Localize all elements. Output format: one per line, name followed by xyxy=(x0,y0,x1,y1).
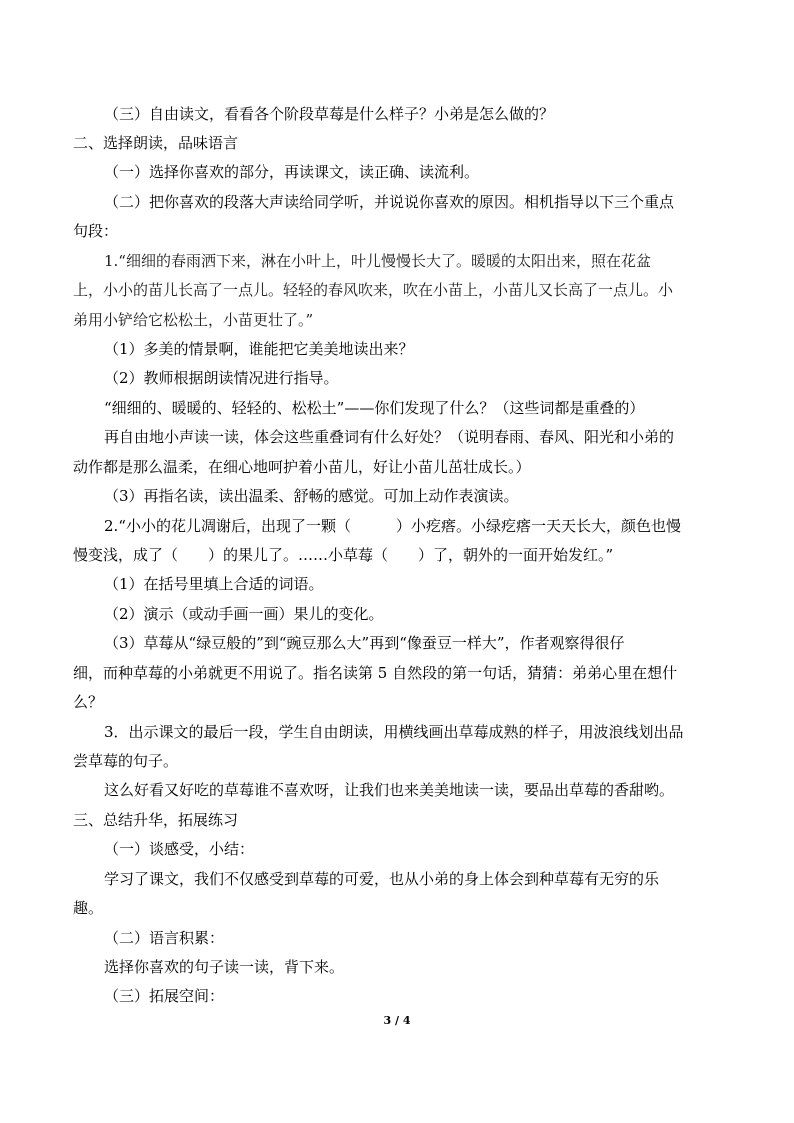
paragraph-line: （二）把你喜欢的段落大声读给同学听，并说说你喜欢的原因。相机指导以下三个重点 xyxy=(104,193,675,211)
paragraph-line: （2）演示（或动手画一画）果儿的变化。 xyxy=(104,605,384,623)
paragraph-line: （三）自由读文，看看各个阶段草莓是什么样子？小弟是怎么做的？ xyxy=(104,105,555,123)
paragraph-line: （2）教师根据朗读情况进行指导。 xyxy=(104,369,339,387)
paragraph-line: “细细的、暖暖的、轻轻的、松松土”——你们发现了什么？（这些词都是重叠的） xyxy=(104,399,645,417)
quote-line: 上，小小的苗儿长高了一点儿。轻轻的春风吹来，吹在小苗上，小苗儿又长高了一点儿。小 xyxy=(73,281,674,299)
paragraph-line: 趣。 xyxy=(73,899,104,917)
paragraph-line: 尝草莓的句子。 xyxy=(73,752,179,770)
paragraph-line: 2.“小小的花儿凋谢后，出现了一颗（ ）小疙瘩。小绿疙瘩一天天长大，颜色也慢 xyxy=(104,517,681,535)
page-number: 3 / 4 xyxy=(383,1014,411,1027)
paragraph-line: （1）在括号里填上合适的词语。 xyxy=(104,575,324,593)
paragraph-line: （3）再指名读，读出温柔、舒畅的感觉。可加上动作表演读。 xyxy=(104,487,519,505)
paragraph-line: 再自由地小声读一读，体会这些重叠词有什么好处？（说明春雨、春风、阳光和小弟的 xyxy=(104,428,675,446)
paragraph-line: （三）拓展空间： xyxy=(104,987,225,1005)
paragraph-line: 3．出示课文的最后一段，学生自由朗读，用横线画出草莓成熟的样子，用波浪线划出品 xyxy=(104,723,684,741)
paragraph-line: 选择你喜欢的句子读一读，背下来。 xyxy=(104,958,345,976)
paragraph-line: （1）多美的情景啊，谁能把它美美地读出来？ xyxy=(104,340,414,358)
paragraph-line: 句段： xyxy=(73,222,119,240)
paragraph-line: 这么好看又好吃的草莓谁不喜欢呀，让我们也来美美地读一读，要品出草莓的香甜哟。 xyxy=(104,781,675,799)
paragraph-line: 么？ xyxy=(73,693,104,711)
paragraph-line: （一）谈感受，小结： xyxy=(104,840,255,858)
paragraph-line: （二）语言积累： xyxy=(104,929,225,947)
paragraph-line: （3）草莓从“绿豆般的”到“豌豆那么大”再到“像蚕豆一样大”，作者观察得很仔 xyxy=(104,634,625,652)
paragraph-line: （一）选择你喜欢的部分，再读课文，读正确、读流利。 xyxy=(104,163,480,181)
paragraph-line: 细，而种草莓的小弟就更不用说了。指名读第 5 自然段的第一句话，猜猜：弟弟心里在想什 xyxy=(73,664,678,682)
paragraph-line: 学习了课文，我们不仅感受到草莓的可爱，也从小弟的身上体会到种草莓有无穷的乐 xyxy=(104,870,660,888)
paragraph-line: 慢变浅，成了（ ）的果儿了。……小草莓（ ）了，朝外的一面开始发红。” xyxy=(73,546,614,564)
quote-line: 弟用小铲给它松松土，小苗更壮了。” xyxy=(73,311,314,329)
section-heading: 三、总结升华，拓展练习 xyxy=(73,811,239,829)
quote-line: 1.“细细的春雨洒下来，淋在小叶上，叶儿慢慢长大了。暖暖的太阳出来，照在花盆 xyxy=(104,252,651,270)
section-heading: 二、选择朗读，品味语言 xyxy=(73,134,239,152)
paragraph-line: 动作都是那么温柔，在细心地呵护着小苗儿，好让小苗儿茁壮成长。） xyxy=(73,458,531,476)
